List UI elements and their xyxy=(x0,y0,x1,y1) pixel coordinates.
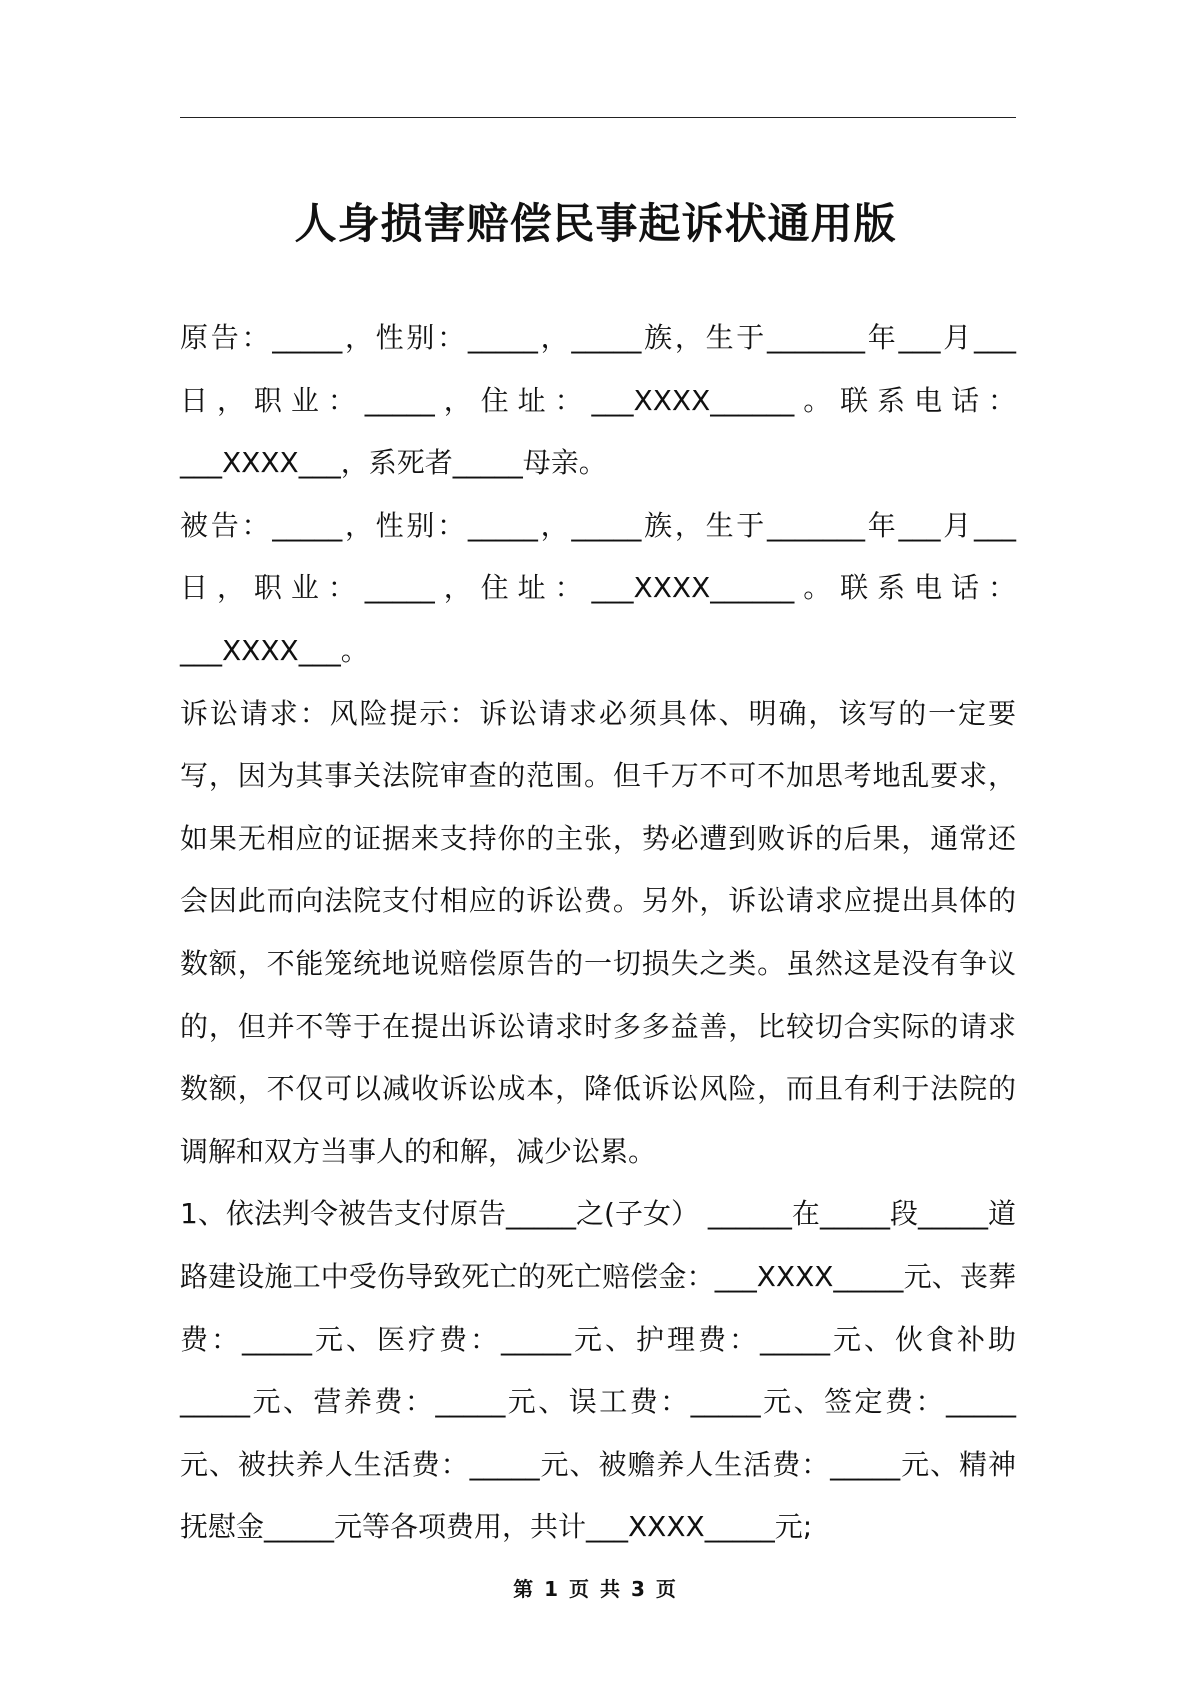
header-rule xyxy=(180,117,1016,118)
claim-item-1-paragraph: 1、依法判令被告支付原告_____之(子女） ______在_____段_____道路建设施工中受伤导致死亡的死亡赔偿金：___XXXX_____元、丧葬费：_____元、医疗费：_____元、护理费：_____元、伙食补助_____元、营养费：_____元、误工费：_____元、签定费：_____元、被扶养人生活费：_____元、被赡养人生活费：_____元、精神抚慰金_____元等各项费用，共计___XXXX_____元; xyxy=(180,1197,1016,1544)
document-body xyxy=(180,307,1016,1559)
defendant-paragraph: 被告：_____，性别：_____，_____族，生于_______年___月___日，职业：_____，住址：___XXXX______。联系电话：___XXXX___。 xyxy=(180,508,1016,667)
plaintiff-paragraph: 原告：_____，性别：_____，_____族，生于_______年___月___日，职业：_____，住址：___XXXX______。联系电话：___XXXX___，系死者_____母亲。 xyxy=(180,321,1016,480)
claims-paragraph: 诉讼请求：风险提示：诉讼请求必须具体、明确，该写的一定要写，因为其事关法院审查的范围。但千万不可不加思考地乱要求，如果无相应的证据来支持你的主张，势必遭到败诉的后果，通常还会因此而向法院支付相应的诉讼费。另外，诉讼请求应提出具体的数额，不能笼统地说赔偿原告的一切损失之类。虽然这是没有争议的，但并不等于在提出诉讼请求时多多益善，比较切合实际的请求数额，不仅可以减收诉讼成本，降低诉讼风险，而且有利于法院的调解和双方当事人的和解，减少讼累。 xyxy=(180,696,1016,1168)
document-title: 人身损害赔偿民事起诉状通用版 xyxy=(294,199,897,249)
page-footer: 第 1 页 共 3 页 xyxy=(513,1577,678,1601)
